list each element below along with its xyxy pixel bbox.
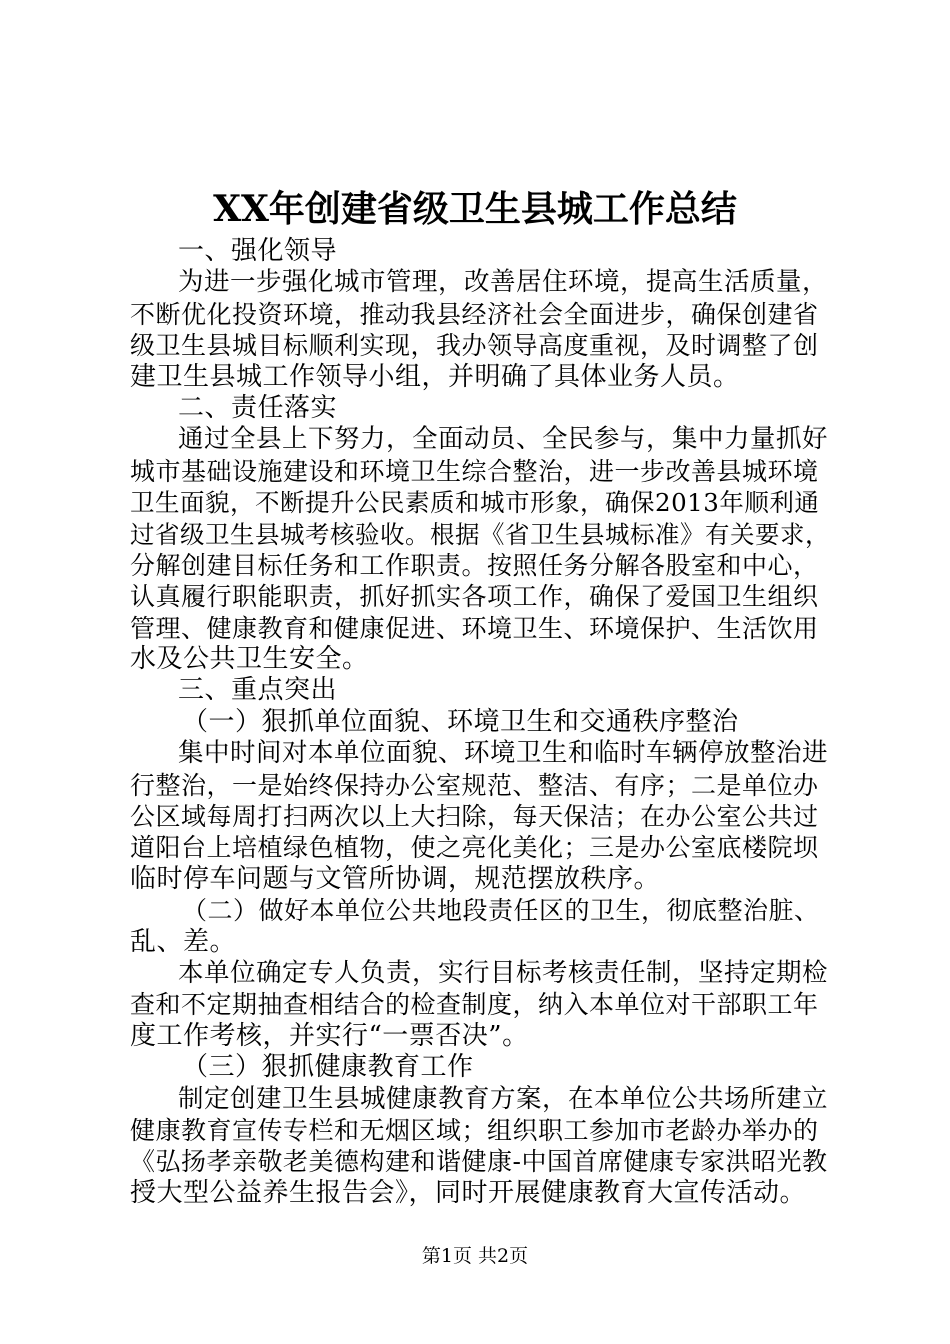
paragraph-line: 集中时间对本单位面貌、环境卫生和临时车辆停放整治进 — [178, 738, 829, 769]
paragraph-line: 级卫生县城目标顺利实现，我办领导高度重视，及时调整了创 — [130, 331, 819, 361]
paragraph-line: 分解创建目标任务和工作职责。按照任务分解各股室和中心， — [130, 550, 819, 580]
paragraph-line: 健康教育宣传专栏和无烟区域；组织职工参加市老龄办举办的 — [130, 1115, 819, 1145]
document-title: XX年创建省级卫生县城工作总结 — [213, 188, 737, 230]
paragraph-line: 水及公共卫生安全。 — [130, 644, 369, 675]
paragraph-line: 城市基础设施建设和环境卫生综合整治，进一步改善县城环境 — [130, 456, 819, 486]
page-footer: 第1页 共2页 — [421, 1245, 529, 1267]
paragraph-line: 制定创建卫生县城健康教育方案，在本单位公共场所建立 — [178, 1083, 829, 1114]
section-heading: 三、重点突出 — [178, 675, 338, 706]
paragraph-line: 本单位确定专人负责，实行目标考核责任制，坚持定期检 — [178, 957, 829, 988]
paragraph-line: 不断优化投资环境，推动我县经济社会全面进步，确保创建省 — [130, 299, 819, 329]
paragraph-line: 过省级卫生县城考核验收。根据《省卫生县城标准》有关要求， — [130, 519, 830, 549]
subsection-heading-continued: 乱、差。 — [130, 926, 237, 957]
paragraph-line: 公区域每周打扫两次以上大扫除，每天保洁；在办公室公共过 — [130, 802, 819, 832]
paragraph-line: 道阳台上培植绿色植物，使之亮化美化；三是办公室底楼院坝 — [130, 833, 819, 863]
paragraph-line: 度工作考核，并实行“一票否决”。 — [130, 1020, 529, 1051]
paragraph-line: 《弘扬孝亲敬老美德构建和谐健康-中国首席健康专家洪昭光教 — [130, 1147, 828, 1177]
paragraph-line: 行整治，一是始终保持办公室规范、整洁、有序；二是单位办 — [130, 770, 819, 800]
paragraph-line: 管理、健康教育和健康促进、环境卫生、环境保护、生活饮用 — [130, 613, 819, 643]
paragraph-line: 建卫生县城工作领导小组，并明确了具体业务人员。 — [130, 361, 740, 392]
subsection-heading: （三）狠抓健康教育工作 — [182, 1052, 474, 1083]
paragraph-line: 卫生面貌，不断提升公民素质和城市形象，确保2013年顺利通 — [130, 488, 820, 518]
section-heading: 二、责任落实 — [178, 392, 338, 423]
paragraph-line: 通过全县上下努力，全面动员、全民参与，集中力量抓好 — [178, 424, 829, 455]
paragraph-line: 为进一步强化城市管理，改善居住环境，提高生活质量， — [178, 267, 829, 298]
document-body — [130, 236, 830, 1209]
subsection-heading: （二）做好本单位公共地段责任区的卫生，彻底整治脏、 — [182, 896, 820, 926]
paragraph-line: 查和不定期抽查相结合的检查制度，纳入本单位对干部职工年 — [130, 990, 819, 1020]
section-heading: 一、强化领导 — [178, 236, 338, 266]
paragraph-line: 认真履行职能职责，抓好抓实各项工作，确保了爱国卫生组织 — [130, 582, 819, 612]
paragraph-line: 临时停车问题与文管所协调，规范摆放秩序。 — [130, 863, 661, 894]
paragraph-line: 授大型公益养生报告会》，同时开展健康教育大宣传活动。 — [130, 1177, 807, 1208]
subsection-heading: （一）狠抓单位面貌、环境卫生和交通秩序整治 — [182, 706, 739, 737]
